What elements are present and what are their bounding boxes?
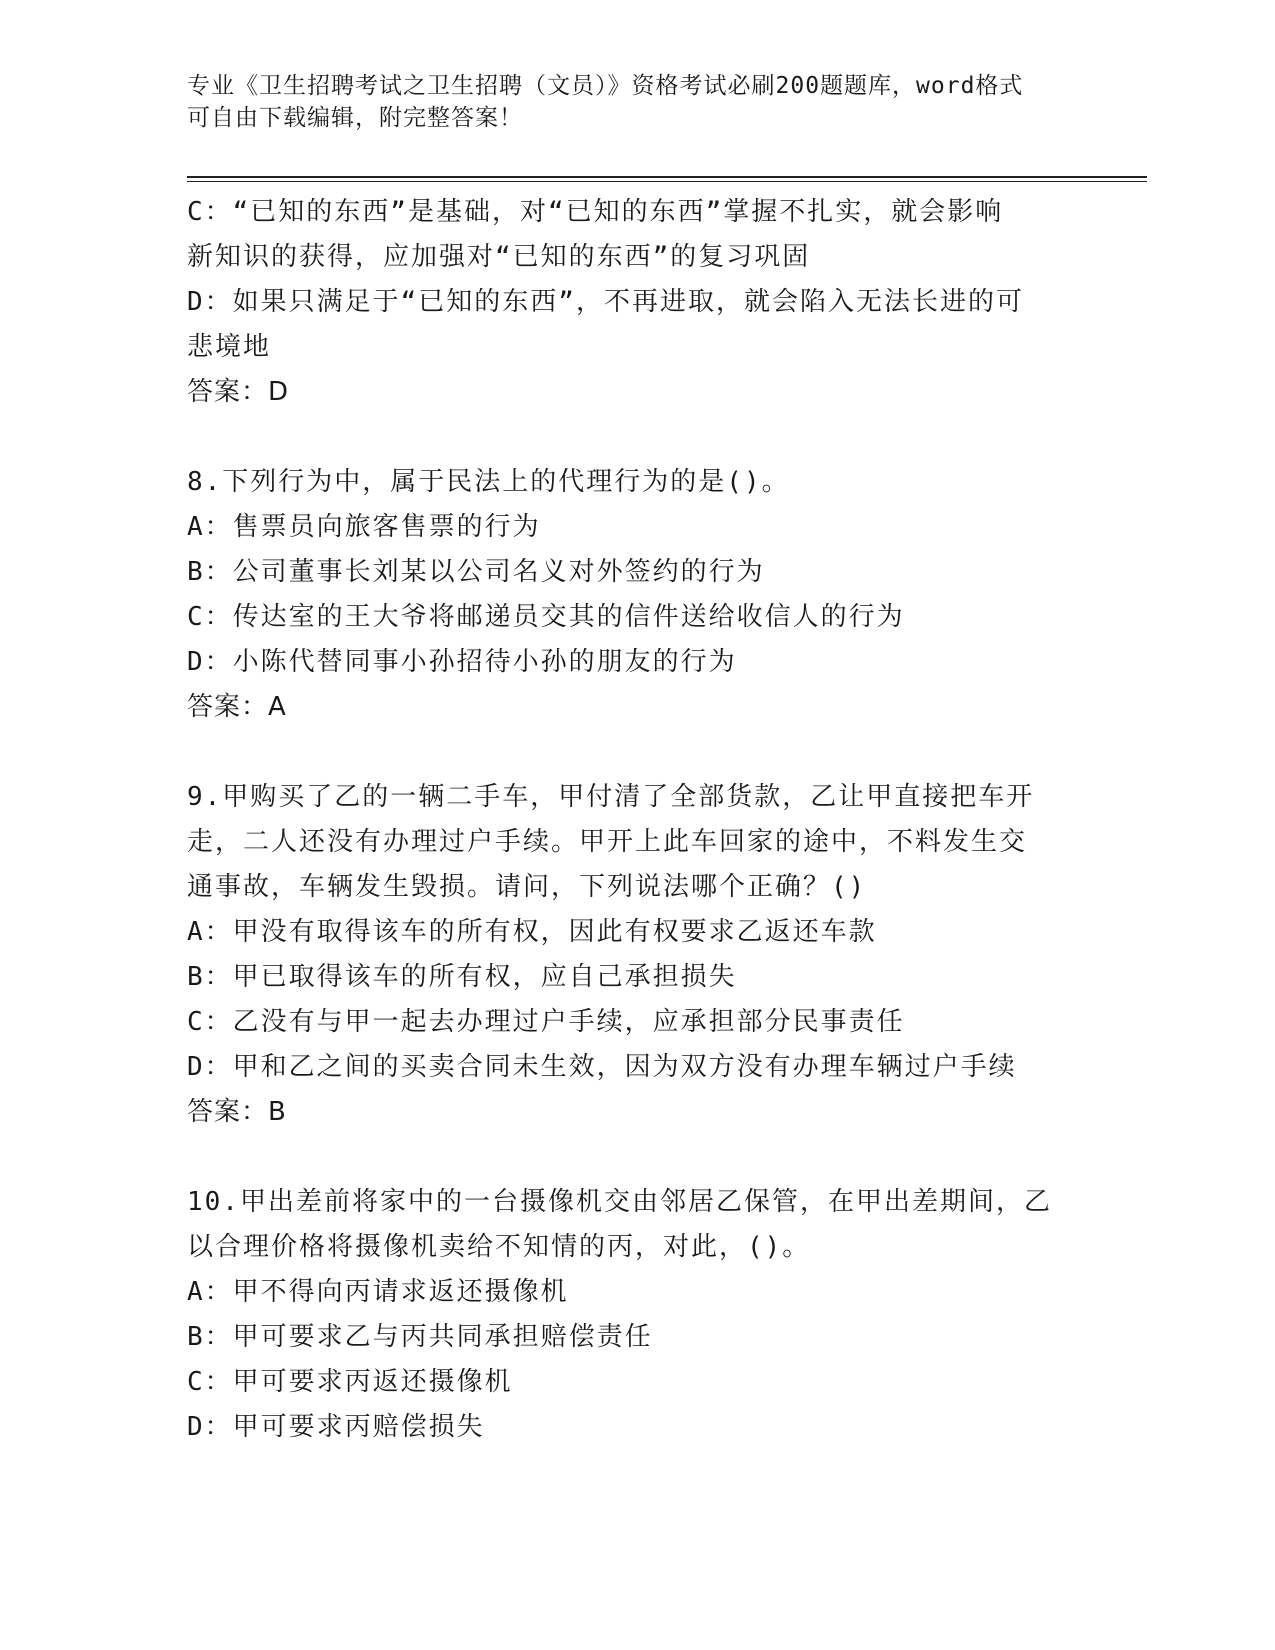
option-b: B：甲可要求乙与丙共同承担赔偿责任 (187, 1322, 653, 1352)
option-c: C：乙没有与甲一起去办理过户手续，应承担部分民事责任 (187, 1007, 905, 1037)
question-8 (187, 460, 1087, 730)
option-d: D：小陈代替同事小孙招待小孙的朋友的行为 (187, 647, 737, 677)
option-c-line-2: 新知识的获得，应加强对“已知的东西”的复习巩固 (187, 242, 811, 272)
question-stem-line-2: 以合理价格将摄像机卖给不知情的丙，对此，()。 (187, 1232, 811, 1262)
option-c: C：甲可要求丙返还摄像机 (187, 1367, 513, 1397)
question-stem-line-3: 通事故，车辆发生毁损。请问，下列说法哪个正确？() (187, 872, 867, 902)
question-stem-line-2: 走，二人还没有办理过户手续。甲开上此车回家的途中，不料发生交 (187, 827, 1028, 857)
header-title-line-2: 可自由下载编辑，附完整答案！ (187, 105, 523, 131)
spacer (187, 730, 1087, 775)
question-9 (187, 775, 1087, 1135)
option-b: B：甲已取得该车的所有权，应自己承担损失 (187, 962, 737, 992)
option-d-line-1: D：如果只满足于“已知的东西”，不再进取，就会陷入无法长进的可 (187, 287, 1024, 317)
answer-line: 答案：B (187, 1097, 287, 1127)
question-stem: 8.下列行为中，属于民法上的代理行为的是()。 (187, 467, 790, 497)
option-d: D：甲可要求丙赔偿损失 (187, 1412, 485, 1442)
option-c: C：传达室的王大爷将邮递员交其的信件送给收信人的行为 (187, 602, 905, 632)
option-d: D：甲和乙之间的买卖合同未生效，因为双方没有办理车辆过户手续 (187, 1052, 1017, 1082)
question-10 (187, 1180, 1087, 1450)
answer-line: 答案：D (187, 377, 290, 407)
answer-line: 答案：A (187, 692, 287, 722)
option-d-line-2: 悲境地 (187, 332, 272, 362)
option-c-line-1: C：“已知的东西”是基础，对“已知的东西”掌握不扎实，就会影响 (187, 197, 1004, 227)
question-stem-line-1: 10.甲出差前将家中的一台摄像机交由邻居乙保管，在甲出差期间，乙 (187, 1187, 1052, 1217)
option-b: B：公司董事长刘某以公司名义对外签约的行为 (187, 557, 765, 587)
spacer (187, 415, 1087, 460)
question-list (187, 190, 1087, 1450)
document-header (187, 70, 1087, 134)
header-divider-thin (187, 181, 1147, 182)
question-stem-line-1: 9.甲购买了乙的一辆二手车，甲付清了全部货款，乙让甲直接把车开 (187, 782, 1035, 812)
option-a: A：售票员向旅客售票的行为 (187, 512, 541, 542)
header-title-line-1: 专业《卫生招聘考试之卫生招聘（文员）》资格考试必刷200题题库，word格式 (187, 73, 1024, 99)
question-fragment (187, 190, 1087, 415)
option-a: A：甲不得向丙请求返还摄像机 (187, 1277, 569, 1307)
header-divider (187, 176, 1147, 178)
option-a: A：甲没有取得该车的所有权，因此有权要求乙返还车款 (187, 917, 877, 947)
spacer (187, 1135, 1087, 1180)
